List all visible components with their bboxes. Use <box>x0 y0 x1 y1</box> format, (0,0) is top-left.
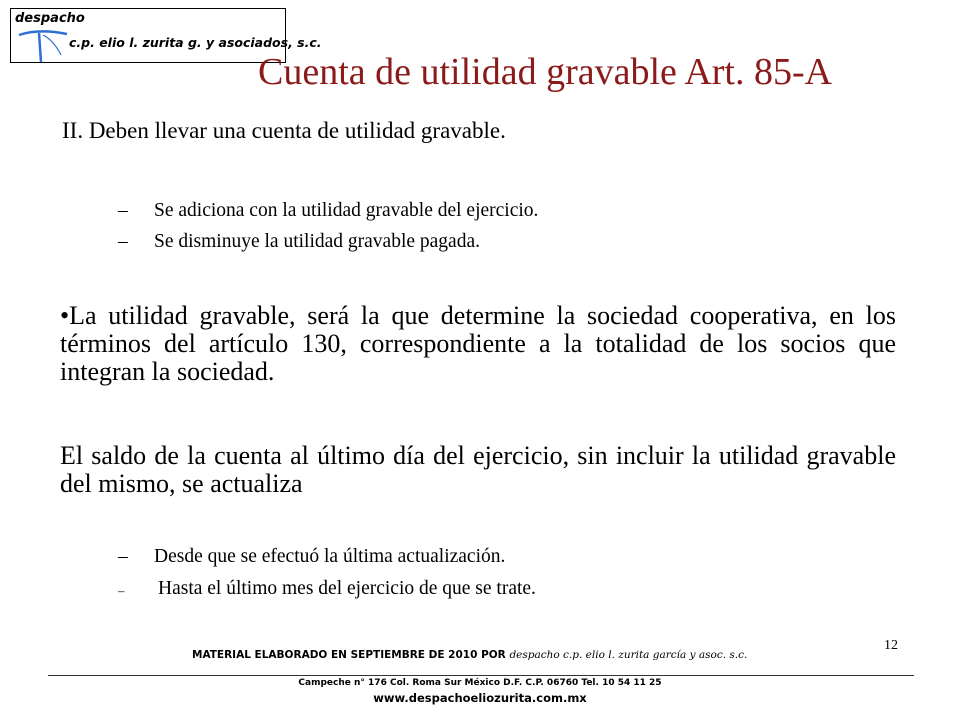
section-heading: II. Deben llevar una cuenta de utilidad gravable. <box>62 118 506 143</box>
logo-firm-text: c.p. elio l. zurita g. y asociados, s.c. <box>69 35 322 50</box>
logo-mark-icon <box>17 25 69 63</box>
list-item-text: Hasta el último mes del ejercicio de que se trate. <box>158 578 536 599</box>
company-logo <box>10 8 322 63</box>
paragraph-utilidad-gravable: •La utilidad gravable, será la que determine la sociedad cooperativa, en los términos del artículo 130, correspondiente a la totalidad de los socios que integran la sociedad. <box>60 301 896 386</box>
list-item-text: Se disminuye la utilidad gravable pagada. <box>154 231 480 252</box>
list-item-text: Se adiciona con la utilidad gravable del ejercicio. <box>154 200 539 221</box>
list-item-text: Desde que se efectuó la última actualización. <box>154 546 506 567</box>
list-dash: – <box>118 546 128 567</box>
paragraph-saldo-cuenta: El saldo de la cuenta al último día del ejercicio, sin incluir la utilidad gravable del mismo, se actualiza <box>60 441 896 498</box>
footer-divider <box>48 675 914 676</box>
footer-credit <box>192 649 747 661</box>
footer-credit-firm: despacho c.p. elio l. zurita garcía y asoc. s.c. <box>509 649 748 661</box>
footer-credit-prefix: MATERIAL ELABORADO EN SEPTIEMBRE DE 2010 POR <box>192 649 510 661</box>
slide-title: Cuenta de utilidad gravable Art. 85-A <box>258 51 833 93</box>
list-dash: – <box>118 583 125 598</box>
logo-brand-text: despacho <box>15 11 85 26</box>
page-number: 12 <box>884 638 898 653</box>
list-dash: – <box>118 231 128 252</box>
list-dash: – <box>118 200 128 221</box>
footer-address: Campeche n° 176 Col. Roma Sur México D.F. C.P. 06760 Tel. 10 54 11 25 <box>298 678 662 688</box>
footer-website-link[interactable]: www.despachoeliozurita.com.mx <box>373 691 587 705</box>
